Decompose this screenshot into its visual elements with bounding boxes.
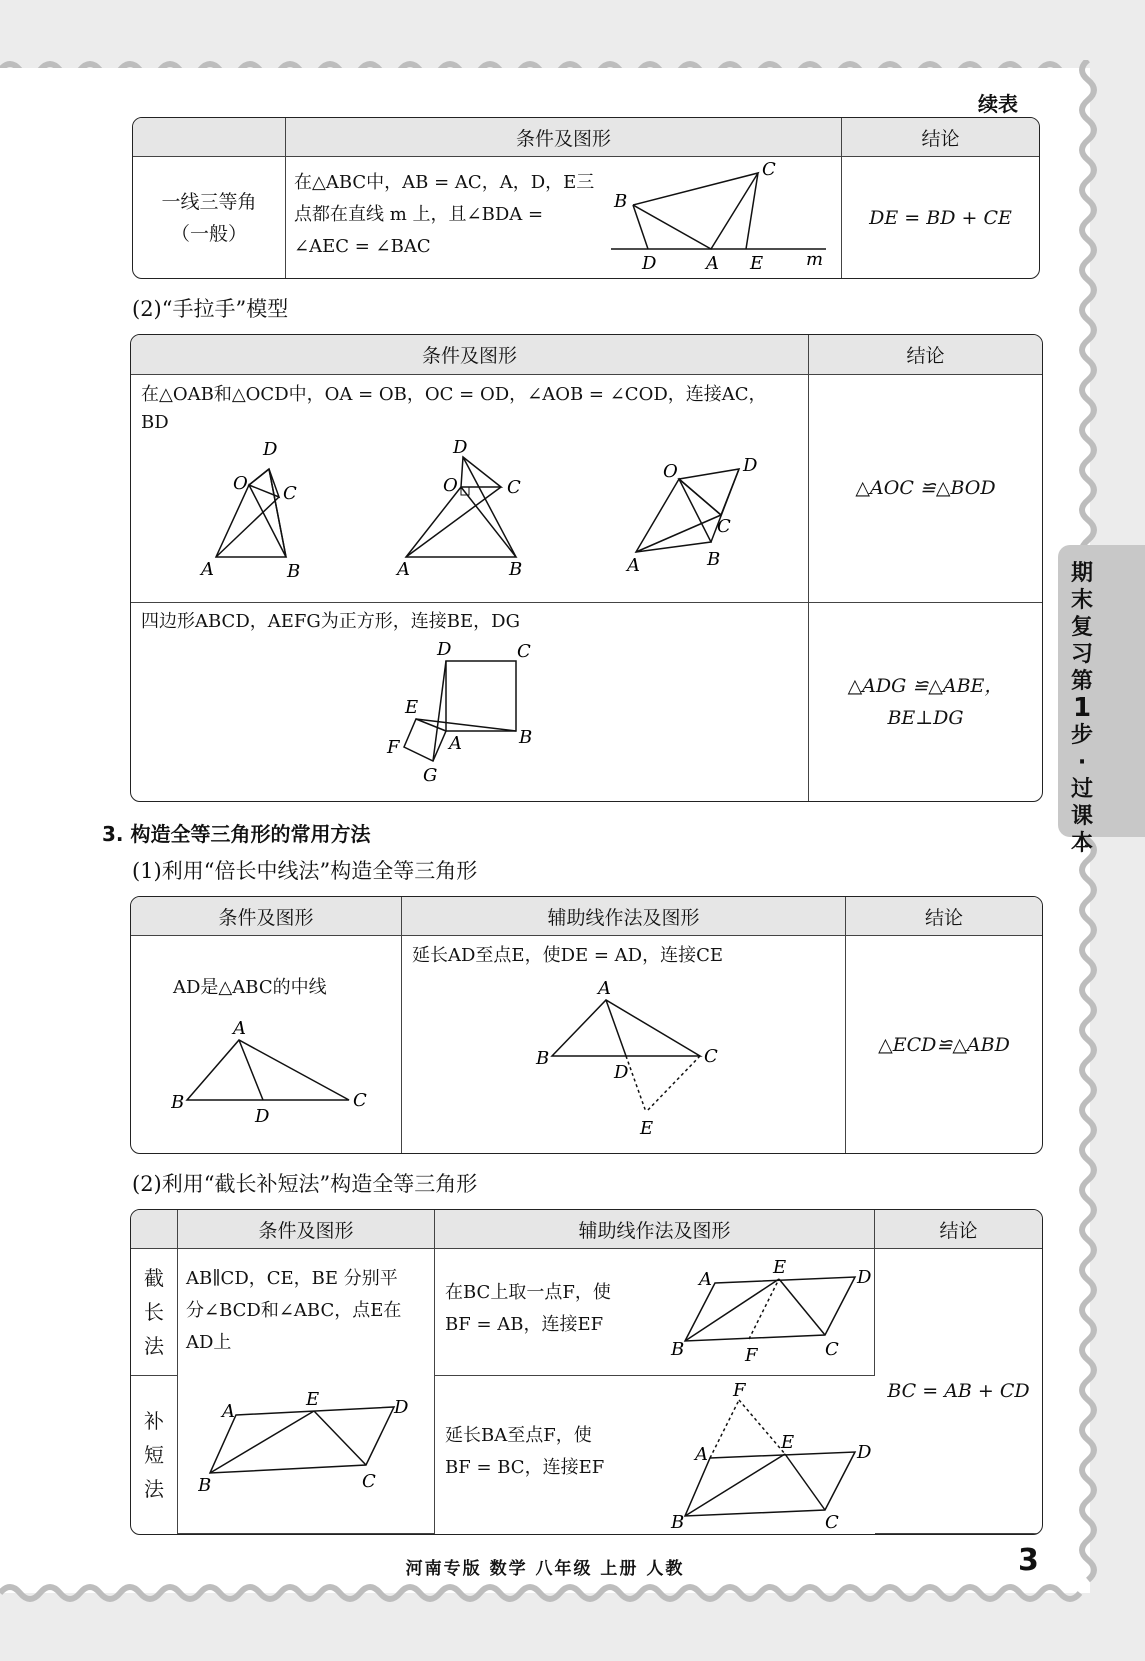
table2-row1-condition-line: BD (141, 411, 169, 433)
section3-1-title: (1)利用“倍长中线法”构造全等三角形 (132, 859, 478, 883)
table2-row2-condition (131, 603, 809, 801)
table-cut-long-patch-short (130, 1209, 1043, 1535)
svg-text:C: C (517, 641, 531, 663)
svg-text:A: A (449, 733, 462, 755)
table1-row-label (133, 157, 286, 278)
svg-text:D: D (614, 1062, 629, 1084)
svg-text:E: E (405, 697, 419, 719)
table1-condition-line: 在△ABC中，AB = AC，A，D，E三 (294, 172, 595, 194)
table2-header-conclusion: 结论 (809, 335, 1042, 375)
figure-handshake-3 (611, 437, 791, 587)
svg-text:D: D (394, 1397, 409, 1418)
table4-method2-cell (435, 1376, 875, 1534)
svg-text:O: O (663, 460, 678, 482)
svg-text:C: C (825, 1339, 839, 1360)
svg-text:A: A (233, 1018, 246, 1040)
svg-text:A: A (627, 554, 640, 576)
table1-conclusion: DE = BD + CE (869, 206, 1012, 229)
label-A: A (706, 253, 719, 275)
table4-header-method: 辅助线作法及图形 (435, 1210, 875, 1249)
table4-condition-cell (178, 1249, 435, 1534)
row-label-char: 补 (144, 1409, 164, 1433)
side-tab-char: · (1077, 750, 1087, 775)
table1-condition-text (294, 167, 604, 263)
figure-median (171, 1010, 381, 1140)
row-label-char: 长 (144, 1300, 164, 1324)
continued-label: 续表 (978, 92, 1018, 116)
figure-patch-short (665, 1382, 875, 1532)
side-tab-char: 1 (1072, 693, 1092, 723)
figure-parallel-bisectors (198, 1391, 428, 1501)
table2-row2-condition-text: 四边形ABCD，AEFG为正方形，连接BE，DG (141, 611, 520, 633)
table4-condition-line: AB∥CD，CE，BE 分别平 (186, 1268, 398, 1289)
table4-condition-line: 分∠BCD和∠ABC，点E在 (186, 1300, 402, 1321)
svg-text:D: D (857, 1442, 872, 1463)
svg-text:A: A (201, 558, 214, 580)
svg-text:B: B (671, 1339, 685, 1360)
table1-row-label-main: 一线三等角 (161, 190, 257, 213)
svg-text:B: B (171, 1092, 185, 1114)
svg-text:D: D (857, 1267, 872, 1288)
table4-condition-line: AD上 (186, 1332, 232, 1353)
table-handshake-model (130, 334, 1043, 802)
table3-conclusion: △ECD≌△ABD (878, 1033, 1010, 1056)
table3-header-conclusion: 结论 (846, 897, 1042, 936)
row-label-char: 法 (144, 1334, 164, 1358)
table-one-line-three-angles (132, 117, 1040, 279)
svg-text:D: D (263, 438, 278, 460)
section3-title: 3. 构造全等三角形的常用方法 (102, 822, 371, 846)
svg-text:B: B (536, 1048, 550, 1070)
side-tab-char: 末 (1070, 588, 1093, 613)
table2-row2-conclusion-line: △ADG ≌△ABE， (847, 675, 1004, 698)
svg-text:B: B (671, 1512, 685, 1532)
label-m: m (806, 249, 824, 271)
table3-header-condition: 条件及图形 (131, 897, 402, 936)
svg-text:C: C (507, 476, 521, 498)
svg-text:B: B (198, 1475, 212, 1496)
decorative-wave-bottom (0, 1575, 1145, 1615)
table4-header-condition: 条件及图形 (178, 1210, 435, 1249)
svg-text:B: B (287, 560, 301, 582)
svg-text:A: A (699, 1269, 712, 1290)
svg-text:A: A (598, 978, 611, 1000)
svg-text:F: F (387, 737, 400, 759)
row-label-char: 短 (144, 1443, 164, 1467)
label-C: C (762, 159, 776, 181)
table2-row2-conclusion (809, 603, 1042, 801)
svg-text:C: C (704, 1046, 718, 1068)
side-tab-char: 习 (1070, 642, 1093, 667)
svg-text:G: G (423, 765, 438, 787)
svg-text:C: C (362, 1471, 376, 1492)
table4-conclusion: BC = AB + CD (875, 1249, 1042, 1534)
label-E: E (750, 253, 764, 275)
table4-method1-line: 在BC上取一点F，使 (445, 1282, 611, 1303)
footer-edition: 河南专版 数学 八年级 上册 人教 (405, 1559, 685, 1579)
svg-text:D: D (255, 1106, 270, 1128)
table2-row1-condition-line: 在△OAB和△OCD中，OA = OB，OC = OD，∠AOB = ∠COD，连接AC， (141, 383, 767, 405)
svg-text:C: C (717, 515, 731, 537)
svg-text:O: O (443, 474, 458, 496)
svg-text:E: E (781, 1432, 795, 1453)
table1-condition-cell (286, 157, 842, 278)
figure-handshake-1 (171, 437, 321, 587)
label-D: D (642, 253, 657, 275)
table4-method1-line: BF = AB，连接EF (445, 1314, 604, 1335)
label-B: B (614, 191, 628, 213)
table1-header-empty (133, 118, 286, 157)
table1-condition-line: 点都在直线 m 上，且∠BDA = (294, 204, 544, 226)
table3-header-method: 辅助线作法及图形 (402, 897, 846, 936)
table2-row1-condition-text (141, 381, 767, 437)
svg-text:B: B (509, 558, 523, 580)
table1-header-conclusion: 结论 (842, 118, 1039, 157)
table3-method-cell (402, 936, 846, 1153)
svg-text:A: A (397, 558, 410, 580)
table2-row1-conclusion: △AOC ≌△BOD (809, 375, 1042, 604)
svg-text:F: F (733, 1382, 746, 1401)
svg-text:A: A (695, 1444, 708, 1465)
row-label-char: 截 (144, 1266, 164, 1290)
svg-text:E: E (640, 1118, 654, 1140)
chapter-side-tab-text (1070, 560, 1094, 857)
table4-method2-text (445, 1420, 604, 1484)
svg-text:B: B (707, 548, 721, 570)
svg-text:E: E (773, 1257, 787, 1278)
table4-method2-line: 延长BA至点F，使 (445, 1425, 592, 1446)
section3-2-title: (2)利用“截长补短法”构造全等三角形 (132, 1172, 478, 1196)
table1-row-label-sub: （一般） (170, 222, 247, 245)
side-tab-char: 本 (1070, 831, 1093, 856)
svg-text:C: C (825, 1512, 839, 1532)
svg-text:A: A (222, 1401, 235, 1422)
page-number: 3 (1018, 1543, 1039, 1578)
figure-cut-long (665, 1255, 875, 1373)
svg-text:D: D (453, 436, 468, 458)
table4-method1-text (445, 1277, 611, 1341)
side-tab-char: 过 (1070, 777, 1093, 802)
figure-handshake-2 (391, 437, 561, 587)
svg-text:C: C (283, 482, 297, 504)
table4-method2-line: BF = BC，连接EF (445, 1457, 605, 1478)
side-tab-char: 第 (1070, 669, 1093, 694)
side-tab-char: 课 (1070, 804, 1093, 829)
svg-text:E: E (306, 1391, 320, 1410)
table1-condition-line: ∠AEC = ∠BAC (294, 236, 431, 258)
side-tab-char: 期 (1070, 561, 1093, 586)
svg-text:O: O (233, 472, 248, 494)
figure-two-squares (371, 639, 551, 789)
table1-header-condition: 条件及图形 (286, 118, 842, 157)
table2-header-condition: 条件及图形 (131, 335, 809, 375)
svg-text:D: D (437, 639, 452, 661)
row-label-char: 法 (144, 1477, 164, 1501)
table4-method1-cell (435, 1249, 875, 1376)
table3-method-text: 延长AD至点E，使DE = AD，连接CE (412, 945, 724, 967)
table4-row1-label (131, 1249, 178, 1376)
side-tab-char: 步 (1070, 723, 1093, 748)
figure-one-line-three-angles (606, 157, 836, 277)
side-tab-char: 复 (1070, 615, 1093, 640)
table-double-median (130, 896, 1043, 1154)
table4-row2-label (131, 1376, 178, 1534)
table2-row2-conclusion-line: BE⊥DG (887, 707, 964, 730)
svg-text:F: F (745, 1345, 758, 1366)
svg-text:B: B (519, 727, 533, 749)
table3-condition-text: AD是△ABC的中线 (173, 977, 327, 999)
table4-header-conclusion: 结论 (875, 1210, 1042, 1249)
svg-text:D: D (743, 454, 758, 476)
table4-condition-text (186, 1263, 401, 1359)
table2-row1-condition (131, 375, 809, 604)
section-handshake-title: (2)“手拉手”模型 (132, 297, 289, 321)
table4-header-empty (131, 1210, 178, 1249)
figure-median-extended (532, 970, 732, 1150)
svg-text:C: C (353, 1090, 367, 1112)
table3-condition-cell (131, 936, 402, 1153)
